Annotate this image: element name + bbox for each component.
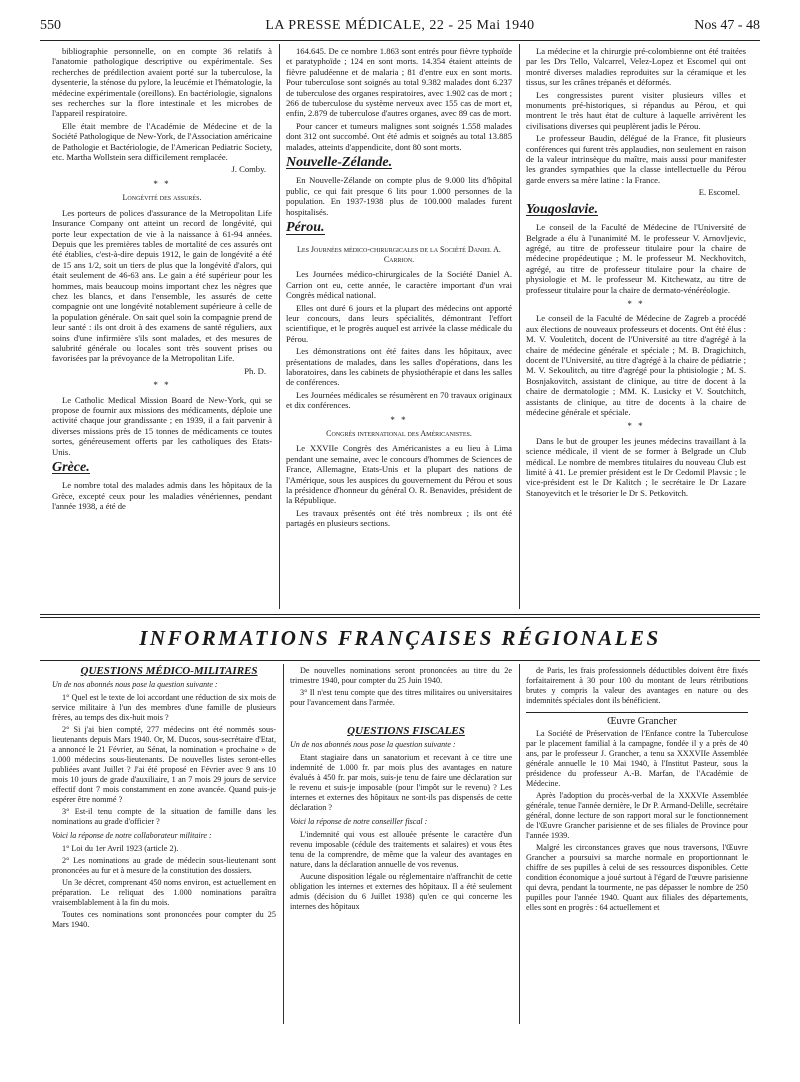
paragraph: Dans le but de grouper les jeunes médecins travaillant à la science médicale, il vient de se former à Belgrade un Club médical. Le nombre de membres titulaires du nouveau Club est limité à 41. Le premier président est le Dr Cedomil Plavsic ; le vice-président est le Dr Kalitch ; le secrétaire le Dr Lazare Stanoyevitch et le trésorier le Dr S. Petkovitch. — [526, 435, 746, 498]
paragraph: bibliographie personnelle, on en compte 36 relatifs à l'anatomie pathologique descriptive ou expérimentale. Ses recherches de prédilection avaient porté sur la tuberculose, la dysenterie, la sténose du pylore, la leucémie et l'hématologie, la médecine expérimentale (oreillons). En bactériologie, signalons ses recherches sur la flore intestinale et les microbes de l'appareil respiratoire. — [52, 46, 272, 119]
issue-number: Nos 47 - 48 — [694, 18, 760, 33]
paragraph: Elles ont duré 6 jours et la plupart des médecins ont apporté leur concours, dans leurs spécialités, démontrant l'effort scientifique, et le progrès auquel est arrivée la classe médicale du Pérou. — [286, 302, 512, 344]
page-number: 550 — [40, 18, 61, 33]
paragraph: 1° Loi du 1er Avril 1923 (article 2). — [62, 844, 179, 853]
column-rule — [283, 664, 284, 1024]
section-separator: * * — [390, 414, 408, 425]
paragraph: Le conseil de la Faculté de Médecine de Zagreb a procédé aux élections de nouveaux professeurs et docents. Ont été élus : M. V. Vouletitch, docent de l'Université au titre d'agrégé à la chaire de médecine générale et spéciale ; M. B. Dragichitch, docent de l'Université, au titre d'agrégé à la chaire de pédiatrie ; M. V. Sekoulitch, au titre d'agrégé pour la phtisiologie ; M. S. Bosnjakovitch, assistant de clinique, au titre de docent à la chaire de dermatologie ; MM. K. Lusicky et V. Soutchitch, assistants de clinique, au titre de docents à la chaire de médecine générale et spéciale. — [526, 313, 746, 417]
signature: Ph. D. — [244, 365, 266, 376]
subheading: Congrès international des Américanistes. — [326, 429, 472, 438]
paragraph: Les Journées médico-chirurgicales de la Société Daniel A. Carrion ont eu, cette année, le caractère important d'un vrai Congrès médical national. — [286, 269, 512, 301]
paragraph: De nouvelles nominations seront prononcées au titre du 2e trimestre 1940, pour compter du 25 Juin 1940. — [290, 666, 512, 685]
answer-intro: Voici la réponse de notre collaborateur militaire : — [52, 831, 212, 840]
answer-intro: Voici la réponse de notre conseiller fiscal : — [290, 817, 428, 826]
paragraph: Le professeur Baudin, délégué de la France, fit plusieurs conférences qui furent très applaudies, non seulement en raison de la valeur intrinsèque du maître, mais aussi pour manifester les grandes sympathies que la classe intellectuelle du Pérou garde envers sa mère latine : la France. — [526, 133, 746, 185]
paragraph: 3° Est-il tenu compte de la situation de famille dans les nominations au grade d'officier ? — [52, 807, 276, 826]
paragraph: 2° Si j'ai bien compté, 277 médecins ont été nommés sous-lieutenants depuis Mars 1940. Or, M. Ducos, sous-secrétaire d'Etat, a annoncé le 21 Février, au Sénat, la nomination « prochaine » de 1.000 médecins sous-lieutenants. De nouvelles listes seront-elles publiées avant Juillet ? J'ai été proposé en Février avec 9 ans 10 mois 10 jours de grade d'auxiliaire, 1 an 7 mois 29 jours de service effectif dont 7 mois constamment en zone avancée. Quand puis-je espérer être nommé ? — [52, 725, 276, 804]
upper-column-1 — [52, 46, 272, 514]
upper-column-2 — [286, 46, 512, 531]
section-title: Œuvre Grancher — [607, 716, 677, 727]
paragraph: Elle était membre de l'Académie de Médecine et de la Société Pathologique de New-York, de l'Association américaine de Pathologie et Bactériologie, de l'American Pediatric Society, etc. Martha Wollstein sera difficilement remplacée. — [52, 120, 273, 163]
paragraph: En Nouvelle-Zélande on compte plus de 9.000 lits d'hôpital public, ce qui fait presque 6 lits pour 1.000 personnes de la population. En 1937-1938 plus de 100.000 malades furent hospitalisés. — [286, 175, 512, 217]
upper-column-3 — [526, 46, 746, 500]
header-rule — [40, 40, 760, 41]
section-separator: * * — [153, 178, 171, 189]
paragraph: Etant stagiaire dans un sanatorium et recevant à ce titre une indemnité de 1.000 fr. par mois plus des avantages en nature évalués à 450 fr. par mois, suis-je tenu de faire une déclaration sur le revenu et suis-je imposable (pour l'impôt sur le revenu) ? Les internes et externes des hôpitaux ne sont-ils pas dispensés de cette déclaration ? — [290, 753, 512, 812]
paragraph: Les démonstrations ont été faites dans les hôpitaux, avec présentations de malades, dans les salles d'opérations, dans les laboratoires, dans les cabinets de physiothérapie et dans les salles de conférences. — [286, 346, 512, 388]
country-heading: Nouvelle-Zélande. — [286, 155, 393, 171]
paragraph: Malgré les circonstances graves que nous traversons, l'Œuvre Grancher a poursuivi sa marche normale en proportionnant le chiffre de ses pupilles à celui de ses ressources disponibles. Cette condition économique a joué surtout à l'égard de l'œuvre parisienne qui devra, pendant la tourmente, ne pas dépasser le nombre de 250 pupilles pour l'année 1940. Quant aux filiales des départements, elles sont en progrès : 64 actuellement et — [526, 843, 748, 912]
paragraph: Les travaux présentés ont été très nombreux ; ils ont été partagés en plusieurs sections. — [286, 507, 512, 529]
paragraph: Le nombre total des malades admis dans les hôpitaux de la Grèce, excepté ceux pour les maladies vénériennes, pendant l'année 1938, a été de — [52, 480, 272, 512]
paragraph: Toutes ces nominations sont prononcées pour compter du 25 Mars 1940. — [52, 910, 276, 929]
paragraph: de Paris, les frais professionnels déductibles doivent être fixés forfaitairement à 30 pour 100 du montant de leurs rétributions brutes y compris la valeur des avantages en nature ou des indemnités spéciales dont ils bénéficient. — [526, 666, 748, 705]
paragraph: Le conseil de la Faculté de Médecine de l'Université de Belgrade a élu à l'unanimité M. le professeur V. Arnovljevic, agrégé, au titre de professeur titulaire pour la chaire de médecine propédeutique ; M. le professeur M. Neckhovitch, agrégé, au titre de professeur titulaire pour la chaire de physiologie et M. le professeur M. Kitchewatz, au titre de professeur titulaire pour la chaire de dermato-vénéréologie. — [526, 222, 746, 295]
paragraph: Après l'adoption du procès-verbal de la XXXVIe Assemblée générale, tenue l'année dernière, le Dr P. Armand-Delille, secrétaire général, donne lecture de son rapport moral sur le fonctionnement de l'Œuvre Grancher parisienne et de ses filiales de Province pour l'année 1939. — [526, 791, 748, 840]
section-rule — [40, 617, 760, 618]
section-rule — [40, 614, 760, 615]
question-intro: Un de nos abonnés nous pose la question suivante : — [290, 740, 456, 749]
lower-column-3 — [526, 666, 748, 915]
column-rule — [519, 664, 520, 1024]
paragraph: 2° Les nominations au grade de médecin sous-lieutenant sont prononcées au fur et à mesure de la constitution des dossiers. — [52, 856, 276, 875]
country-heading: Grèce. — [52, 460, 90, 476]
subheading: Les Journées médico-chirurgicales de la Société Daniel A. Carrion. — [297, 244, 501, 264]
paragraph: Un 3e décret, comprenant 450 noms environ, est actuellement en préparation. Le reliquat des 1.000 nominations paraîtra vraisemblablement à la fin du mois. — [52, 878, 276, 907]
paragraph: Les congressistes purent visiter plusieurs villes et monuments pré-historiques, si répandus au Pérou, et qui montrent le très haut état de culture à laquelle arrivèrent les civilisations diverses qui peuplèrent jadis le Pérou. — [526, 89, 746, 131]
paragraph: Les porteurs de polices d'assurance de la Metropolitan Life Insurance Company ont atteint un record de longévité, qui porte leur expectation de vie à la naissance à 61-94 années. Depuis que les premières tables de mortalité de ces assurés ont été établies, c'est-à-dire depuis 1912, le gain de longévité a été de 15 ans 1/2, soit un tiers de plus que la longévité d'alors, qui était seulement de 46-63 ans. Le gain a été supérieur pour les hommes, mais beaucoup moins important chez les nègres que chez les blancs, et dans l'ensemble, les assurés de cette compagnie ont une longévité notablement supérieure à celle de la population générale. On sait quel soin la compagnie prend de leur santé : ils ont droit à des examens de santé réguliers, aux soins d'une infirmière s'ils sont malades, et des mesures de salubrité générale ou locales sont très souvent prises ou favorisées par la prévoyance de la Metropolitan Life. — [52, 207, 272, 364]
section-separator: * * — [627, 298, 645, 309]
paragraph: Le Catholic Medical Mission Board de New-York, qui se propose de fournir aux missions des médicaments, déploie une activité chaque jour grandissante ; en 1939, il a fait parvenir à diverses missions près de 15 tonnes de médicaments ce toutes sortes, généreusement offerts par les catholiques des Etats-Unis. — [52, 394, 272, 457]
section-title: QUESTIONS FISCALES — [347, 725, 465, 737]
paragraph: La médecine et la chirurgie pré-colombienne ont été traitées par les Drs Tello, Valcarrel, Velez-Lopez et Escomel qui ont montré diverses maladies reproduites sur la céramique et les tissus, sur les crânes trépanés et déformés. — [526, 46, 746, 88]
section-rule — [526, 712, 748, 713]
paragraph: Les Journées médicales se résumèrent en 70 travaux originaux et dix conférences. — [286, 389, 512, 411]
journal-title: LA PRESSE MÉDICALE, 22 - 25 Mai 1940 — [265, 18, 535, 33]
lower-column-2 — [290, 666, 512, 914]
country-heading: Yougoslavie. — [526, 201, 598, 217]
section-title: QUESTIONS MÉDICO-MILITAIRES — [80, 665, 258, 677]
section-separator: * * — [627, 421, 645, 432]
paragraph: 164.645. De ce nombre 1.863 sont entrés pour fièvre typhoïde et paratyphoïde ; 124 en sont morts. 14.354 étaient atteints de fièvre paludéenne et de malaria ; 81 d'entre eux en sont morts. Pour tuberculose sont soignés au total 9.382 malades dont 6.237 de tuberculose des organes respiratoires, avec 1.902 cas de mort ; 266 de tuberculose du système nerveux avec 155 cas de mort et, enfin, 2.879 de tuberculose d'autres organes, avec 89 cas de mort. — [286, 46, 512, 119]
banner-rule — [40, 660, 760, 661]
paragraph: Pour cancer et tumeurs malignes sont soignés 1.558 malades dont 312 ont succombé. Ont été admis et soignés au total 13.885 malades, atteints d'appendicite, dont 80 sont morts. — [286, 120, 512, 152]
column-rule — [279, 44, 280, 609]
paragraph: La Société de Préservation de l'Enfance contre la Tuberculose par le placement familial à la campagne, fondée il y a près de 40 ans, par le professeur J. Grancher, a tenu sa XXXVIIe Assemblée générale annuelle le 10 Mai 1940, à l'Institut Pasteur, sous la présidence du professeur A.-B. Marfan, de l'Académie de Médecine. — [526, 729, 748, 788]
paragraph: Le XXVIIe Congrès des Américanistes a eu lieu à Lima pendant une semaine, avec le concours d'hommes de Sciences de France, Allemagne, Etats-Unis et la plupart des nations de l'Amérique, sous les auspices du gouvernement du Pérou et sous la présidence d'honneur du général O. R. Benavides, président de la République. — [286, 443, 512, 506]
page-header — [40, 18, 760, 40]
column-rule — [519, 44, 520, 609]
country-heading: Pérou. — [286, 220, 325, 236]
regional-banner: INFORMATIONS FRANÇAISES RÉGIONALES — [139, 626, 661, 650]
section-separator: * * — [153, 380, 171, 391]
paragraph: L'indemnité qui vous est allouée présente le caractère d'un revenu imposable (cédule des traitements et salaires) et vous êtes tenu de la comprendre, de même que la valeur des avantages en nature, dans la déclaration annuelle de vos revenus. — [290, 830, 512, 869]
subheading: Longévité des assurés. — [122, 193, 202, 203]
paragraph: 1° Quel est le texte de loi accordant une réduction de six mois de service militaire à l'un des membres d'une famille de plusieurs frères, au temps des dix-huit mois ? — [52, 693, 276, 722]
question-intro: Un de nos abonnés nous pose la question suivante : — [52, 680, 218, 689]
paragraph: 3° Il n'est tenu compte que des titres militaires ou universitaires pour l'avancement dans l'armée. — [290, 688, 512, 707]
signature: E. Escomel. — [698, 187, 740, 198]
signature: J. Comby. — [231, 164, 266, 175]
paragraph: Aucune disposition légale ou réglementaire n'affranchit de cette obligation les internes et externes des hôpitaux. Il a été seulement admis (décision du 6 Juillet 1938) qu'en ce qui concerne les internes des hôpitaux — [290, 872, 512, 911]
lower-column-1 — [52, 666, 276, 932]
